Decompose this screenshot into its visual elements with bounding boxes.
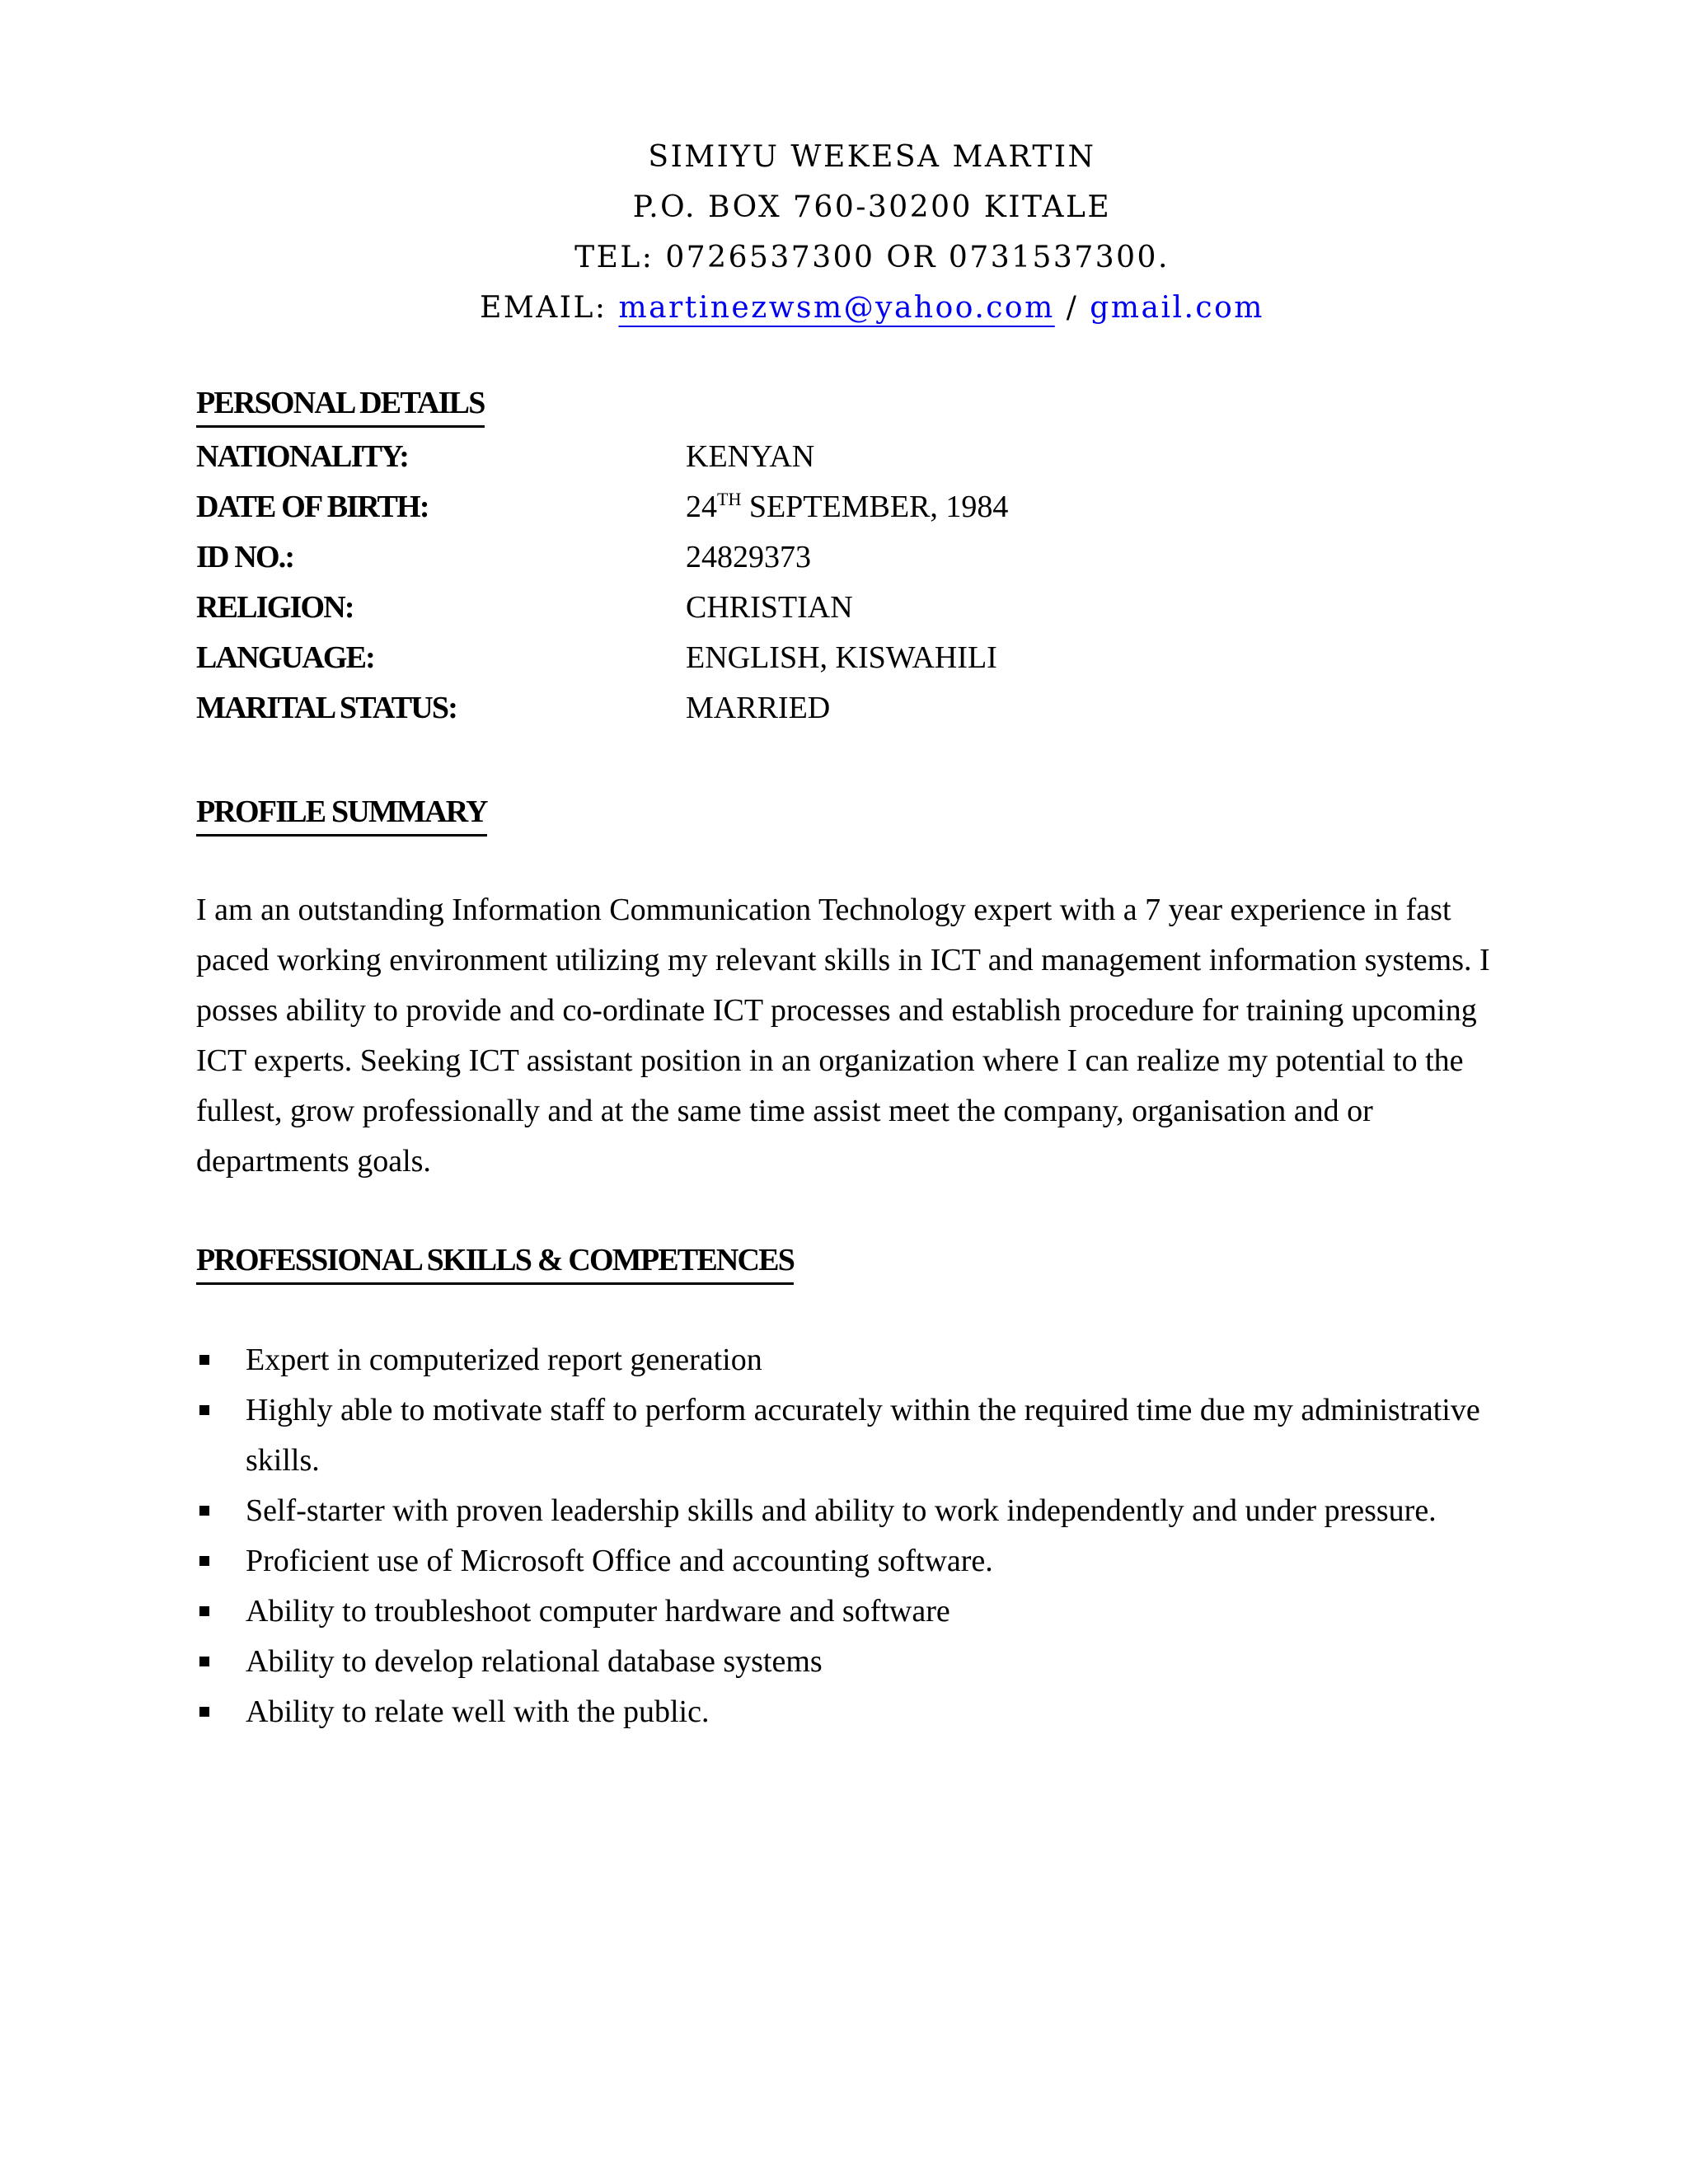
candidate-name: SIMIYU WEKESA MARTIN: [648, 140, 1096, 174]
square-bullet-icon: [199, 1707, 209, 1717]
personal-details-table: [196, 431, 1350, 733]
email-link-gmail[interactable]: gmail.com: [1090, 291, 1264, 325]
skills-heading: PROFESSIONAL SKILLS & COMPETENCES: [196, 1241, 794, 1285]
skill-text: Highly able to motivate staff to perform accurately within the required time due my administrative: [246, 1393, 1480, 1427]
skill-text: Ability to relate well with the public.: [246, 1694, 710, 1729]
detail-row-id-no: [196, 532, 1350, 582]
telephone-line: [196, 232, 1548, 283]
skill-text: Ability to troubleshoot computer hardware and software: [246, 1594, 950, 1629]
detail-value: CHRISTIAN: [686, 589, 853, 625]
email-line: [196, 283, 1548, 333]
detail-value: KENYAN: [686, 438, 815, 474]
detail-label: ID NO.:: [196, 539, 294, 574]
detail-label: DATE OF BIRTH:: [196, 489, 429, 524]
list-item: [196, 1536, 1581, 1586]
list-item: [196, 1586, 1581, 1637]
summary-line: I am an outstanding Information Communication Technology expert with a 7 year experience in fast: [196, 893, 1451, 927]
square-bullet-icon: [199, 1657, 209, 1666]
list-item: [196, 1486, 1581, 1536]
telephone-label: TEL:: [574, 241, 654, 274]
summary-line: paced working environment utilizing my relevant skills in ICT and management information systems. I: [196, 943, 1490, 977]
square-bullet-icon: [199, 1405, 209, 1415]
detail-value: [686, 489, 1008, 525]
detail-label: LANGUAGE:: [196, 640, 375, 675]
skill-text: Ability to develop relational database systems: [246, 1644, 823, 1679]
email-link-yahoo[interactable]: martinezwsm@yahoo.com: [618, 291, 1055, 325]
square-bullet-icon: [199, 1556, 209, 1566]
skills-list: [196, 1335, 1581, 1737]
email-separator: /: [1066, 291, 1079, 325]
skill-text: Expert in computerized report generation: [246, 1343, 762, 1377]
list-item: [196, 1637, 1581, 1687]
telephone-value: 0726537300 OR 0731537300.: [665, 241, 1170, 274]
summary-line: posses ability to provide and co-ordinate ICT processes and establish procedure for training upcoming: [196, 993, 1477, 1028]
skill-text: Proficient use of Microsoft Office and accounting software.: [246, 1544, 993, 1578]
profile-summary-heading: PROFILE SUMMARY: [196, 793, 487, 837]
contact-header: [196, 132, 1548, 333]
detail-row-language: [196, 632, 1350, 682]
personal-details-heading: PERSONAL DETAILS: [196, 384, 485, 428]
detail-value: ENGLISH, KISWAHILI: [686, 640, 997, 675]
detail-value: MARRIED: [686, 690, 831, 725]
skill-text-continued: skills.: [246, 1443, 320, 1478]
detail-label: RELIGION:: [196, 589, 354, 625]
birth-day-suffix: TH: [717, 488, 742, 509]
detail-value: 24829373: [686, 539, 811, 574]
birth-month-year: SEPTEMBER, 1984: [748, 489, 1009, 524]
square-bullet-icon: [199, 1506, 209, 1516]
email-label: EMAIL:: [480, 291, 607, 325]
list-item: [196, 1385, 1581, 1486]
skill-text: Self-starter with proven leadership skills and ability to work independently and under pressure.: [246, 1493, 1437, 1528]
square-bullet-icon: [199, 1355, 209, 1365]
summary-line: departments goals.: [196, 1144, 431, 1179]
detail-row-date-of-birth: [196, 481, 1350, 532]
square-bullet-icon: [199, 1606, 209, 1616]
detail-row-religion: [196, 582, 1350, 632]
detail-row-nationality: [196, 431, 1350, 481]
profile-summary-paragraph: [196, 885, 1581, 1187]
postal-address: P.O. BOX 760-30200 KITALE: [632, 190, 1112, 224]
detail-row-marital-status: [196, 682, 1350, 733]
birth-day: 24: [686, 489, 717, 524]
detail-label: NATIONALITY:: [196, 438, 409, 474]
list-item: [196, 1687, 1581, 1737]
list-item: [196, 1335, 1581, 1385]
summary-line: ICT experts. Seeking ICT assistant position in an organization where I can realize my potential to the: [196, 1043, 1464, 1078]
summary-line: fullest, grow professionally and at the same time assist meet the company, organisation and or: [196, 1094, 1373, 1128]
detail-label: MARITAL STATUS:: [196, 690, 457, 725]
